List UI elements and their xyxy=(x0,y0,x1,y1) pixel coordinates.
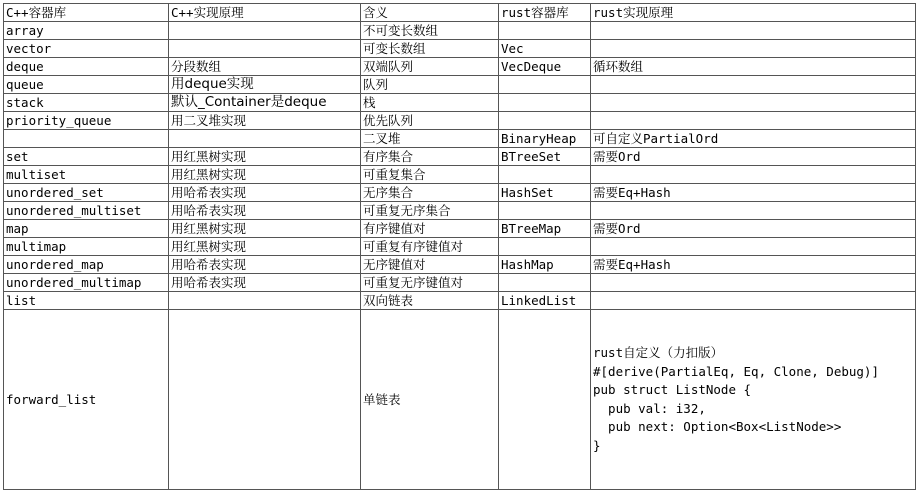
code-line: rust自定义（力扣版） xyxy=(593,345,724,360)
header-cpp-impl[interactable]: C++实现原理 xyxy=(169,4,361,22)
cell-rust-impl[interactable] xyxy=(591,274,916,292)
cell-cpp-impl[interactable]: 用二叉堆实现 xyxy=(169,112,361,130)
cell-rust-impl[interactable] xyxy=(591,40,916,58)
cell-rust-impl[interactable] xyxy=(591,166,916,184)
cell-rust-container[interactable] xyxy=(499,310,591,490)
table-row xyxy=(4,40,916,58)
cell-rust-container[interactable] xyxy=(499,112,591,130)
cell-meaning[interactable]: 有序集合 xyxy=(361,148,499,166)
cell-cpp-impl[interactable]: 用红黑树实现 xyxy=(169,238,361,256)
cell-cpp-container[interactable]: set xyxy=(4,148,169,166)
cell-rust-impl[interactable]: 需要Ord xyxy=(591,148,916,166)
cell-rust-impl[interactable]: 循环数组 xyxy=(591,58,916,76)
cell-rust-container[interactable] xyxy=(499,166,591,184)
cell-cpp-impl[interactable]: 用红黑树实现 xyxy=(169,220,361,238)
table-row xyxy=(4,220,916,238)
cell-rust-impl[interactable] xyxy=(591,76,916,94)
cell-meaning[interactable]: 双向链表 xyxy=(361,292,499,310)
header-meaning[interactable]: 含义 xyxy=(361,4,499,22)
cell-rust-container[interactable] xyxy=(499,76,591,94)
code-line: #[derive(PartialEq, Eq, Clone, Debug)] xyxy=(593,363,879,379)
cell-rust-container[interactable] xyxy=(499,202,591,220)
code-line: } xyxy=(593,437,601,453)
cell-cpp-impl[interactable]: 用红黑树实现 xyxy=(169,166,361,184)
cell-meaning[interactable]: 无序键值对 xyxy=(361,256,499,274)
code-line: pub struct ListNode { xyxy=(593,382,752,397)
cell-cpp-container[interactable]: queue xyxy=(4,76,169,94)
table-row xyxy=(4,112,916,130)
cell-cpp-container[interactable]: deque xyxy=(4,58,169,76)
cell-cpp-container[interactable]: stack xyxy=(4,94,169,112)
table-row xyxy=(4,22,916,40)
cell-cpp-impl[interactable] xyxy=(169,310,361,490)
container-table xyxy=(3,3,916,490)
table-row xyxy=(4,58,916,76)
cell-cpp-impl[interactable]: 用红黑树实现 xyxy=(169,148,361,166)
cell-cpp-impl[interactable]: 默认_Container是deque xyxy=(169,94,361,112)
table-row xyxy=(4,238,916,256)
cell-meaning[interactable]: 队列 xyxy=(361,76,499,94)
table-row xyxy=(4,184,916,202)
cell-cpp-container[interactable] xyxy=(4,130,169,148)
table-row xyxy=(4,256,916,274)
cell-rust-container[interactable] xyxy=(499,274,591,292)
cell-cpp-impl[interactable]: 用哈希表实现 xyxy=(169,274,361,292)
cell-meaning[interactable]: 可重复无序键值对 xyxy=(361,274,499,292)
cell-meaning[interactable]: 可重复无序集合 xyxy=(361,202,499,220)
table-row xyxy=(4,94,916,112)
header-rust-impl[interactable]: rust实现原理 xyxy=(591,4,916,22)
cell-cpp-container[interactable]: multiset xyxy=(4,166,169,184)
cell-cpp-container[interactable]: unordered_multimap xyxy=(4,274,169,292)
cell-cpp-container[interactable]: list xyxy=(4,292,169,310)
cell-meaning[interactable]: 二叉堆 xyxy=(361,130,499,148)
cell-rust-container[interactable]: BinaryHeap xyxy=(499,130,591,148)
table-row xyxy=(4,292,916,310)
cell-rust-impl[interactable] xyxy=(591,112,916,130)
cell-meaning[interactable]: 有序键值对 xyxy=(361,220,499,238)
cell-cpp-container[interactable]: forward_list xyxy=(4,310,169,490)
cell-rust-impl[interactable]: 需要Eq+Hash xyxy=(591,184,916,202)
table-row xyxy=(4,148,916,166)
cell-rust-container[interactable]: BTreeMap xyxy=(499,220,591,238)
cell-cpp-impl[interactable] xyxy=(169,292,361,310)
cell-cpp-impl[interactable] xyxy=(169,130,361,148)
cell-cpp-impl[interactable]: 用deque实现 xyxy=(169,76,361,94)
cell-rust-impl[interactable] xyxy=(591,22,916,40)
header-cpp-container[interactable]: C++容器库 xyxy=(4,4,169,22)
cell-rust-container[interactable] xyxy=(499,94,591,112)
cell-rust-container[interactable]: BTreeSet xyxy=(499,148,591,166)
cell-cpp-container[interactable]: unordered_map xyxy=(4,256,169,274)
rust-listnode-code xyxy=(593,344,913,455)
cell-rust-container[interactable] xyxy=(499,22,591,40)
cell-rust-container[interactable]: HashSet xyxy=(499,184,591,202)
cell-meaning[interactable]: 双端队列 xyxy=(361,58,499,76)
header-rust-container[interactable]: rust容器库 xyxy=(499,4,591,22)
header-row xyxy=(4,4,916,22)
cell-cpp-container[interactable]: vector xyxy=(4,40,169,58)
table-row-forward-list xyxy=(4,310,916,490)
cell-cpp-impl[interactable] xyxy=(169,40,361,58)
cell-cpp-container[interactable]: unordered_set xyxy=(4,184,169,202)
cell-rust-impl[interactable] xyxy=(591,202,916,220)
cell-cpp-impl[interactable]: 用哈希表实现 xyxy=(169,202,361,220)
table-row xyxy=(4,274,916,292)
cell-cpp-impl[interactable]: 用哈希表实现 xyxy=(169,256,361,274)
cell-meaning[interactable]: 无序集合 xyxy=(361,184,499,202)
cell-rust-container[interactable] xyxy=(499,238,591,256)
cell-rust-impl[interactable] xyxy=(591,310,916,490)
table-row xyxy=(4,202,916,220)
cell-cpp-container[interactable]: unordered_multiset xyxy=(4,202,169,220)
cell-cpp-impl[interactable]: 用哈希表实现 xyxy=(169,184,361,202)
cell-cpp-container[interactable]: multimap xyxy=(4,238,169,256)
cell-rust-impl[interactable] xyxy=(591,94,916,112)
cell-rust-impl[interactable]: 需要Eq+Hash xyxy=(591,256,916,274)
cell-meaning[interactable]: 可重复有序键值对 xyxy=(361,238,499,256)
cell-rust-impl[interactable] xyxy=(591,238,916,256)
cell-cpp-container[interactable]: array xyxy=(4,22,169,40)
cell-cpp-container[interactable]: priority_queue xyxy=(4,112,169,130)
cell-meaning[interactable]: 可重复集合 xyxy=(361,166,499,184)
code-line: pub val: i32, xyxy=(593,400,706,416)
cell-rust-container[interactable]: VecDeque xyxy=(499,58,591,76)
cell-meaning[interactable]: 不可变长数组 xyxy=(361,22,499,40)
table-row xyxy=(4,76,916,94)
cell-rust-impl[interactable]: 需要Ord xyxy=(591,220,916,238)
cell-cpp-impl[interactable] xyxy=(169,22,361,40)
cell-cpp-container[interactable]: map xyxy=(4,220,169,238)
cell-rust-container[interactable]: HashMap xyxy=(499,256,591,274)
cell-cpp-impl[interactable]: 分段数组 xyxy=(169,58,361,76)
cell-meaning[interactable]: 单链表 xyxy=(361,310,499,490)
table-row xyxy=(4,130,916,148)
cell-rust-container[interactable]: Vec xyxy=(499,40,591,58)
cell-meaning[interactable]: 优先队列 xyxy=(361,112,499,130)
cell-meaning[interactable]: 可变长数组 xyxy=(361,40,499,58)
container-comparison-sheet xyxy=(3,3,916,490)
cell-rust-impl[interactable]: 可自定义PartialOrd xyxy=(591,130,916,148)
cell-rust-container[interactable]: LinkedList xyxy=(499,292,591,310)
cell-rust-impl[interactable] xyxy=(591,292,916,310)
table-row xyxy=(4,166,916,184)
cell-meaning[interactable]: 栈 xyxy=(361,94,499,112)
code-line: pub next: Option<Box<ListNode>> xyxy=(593,419,842,434)
